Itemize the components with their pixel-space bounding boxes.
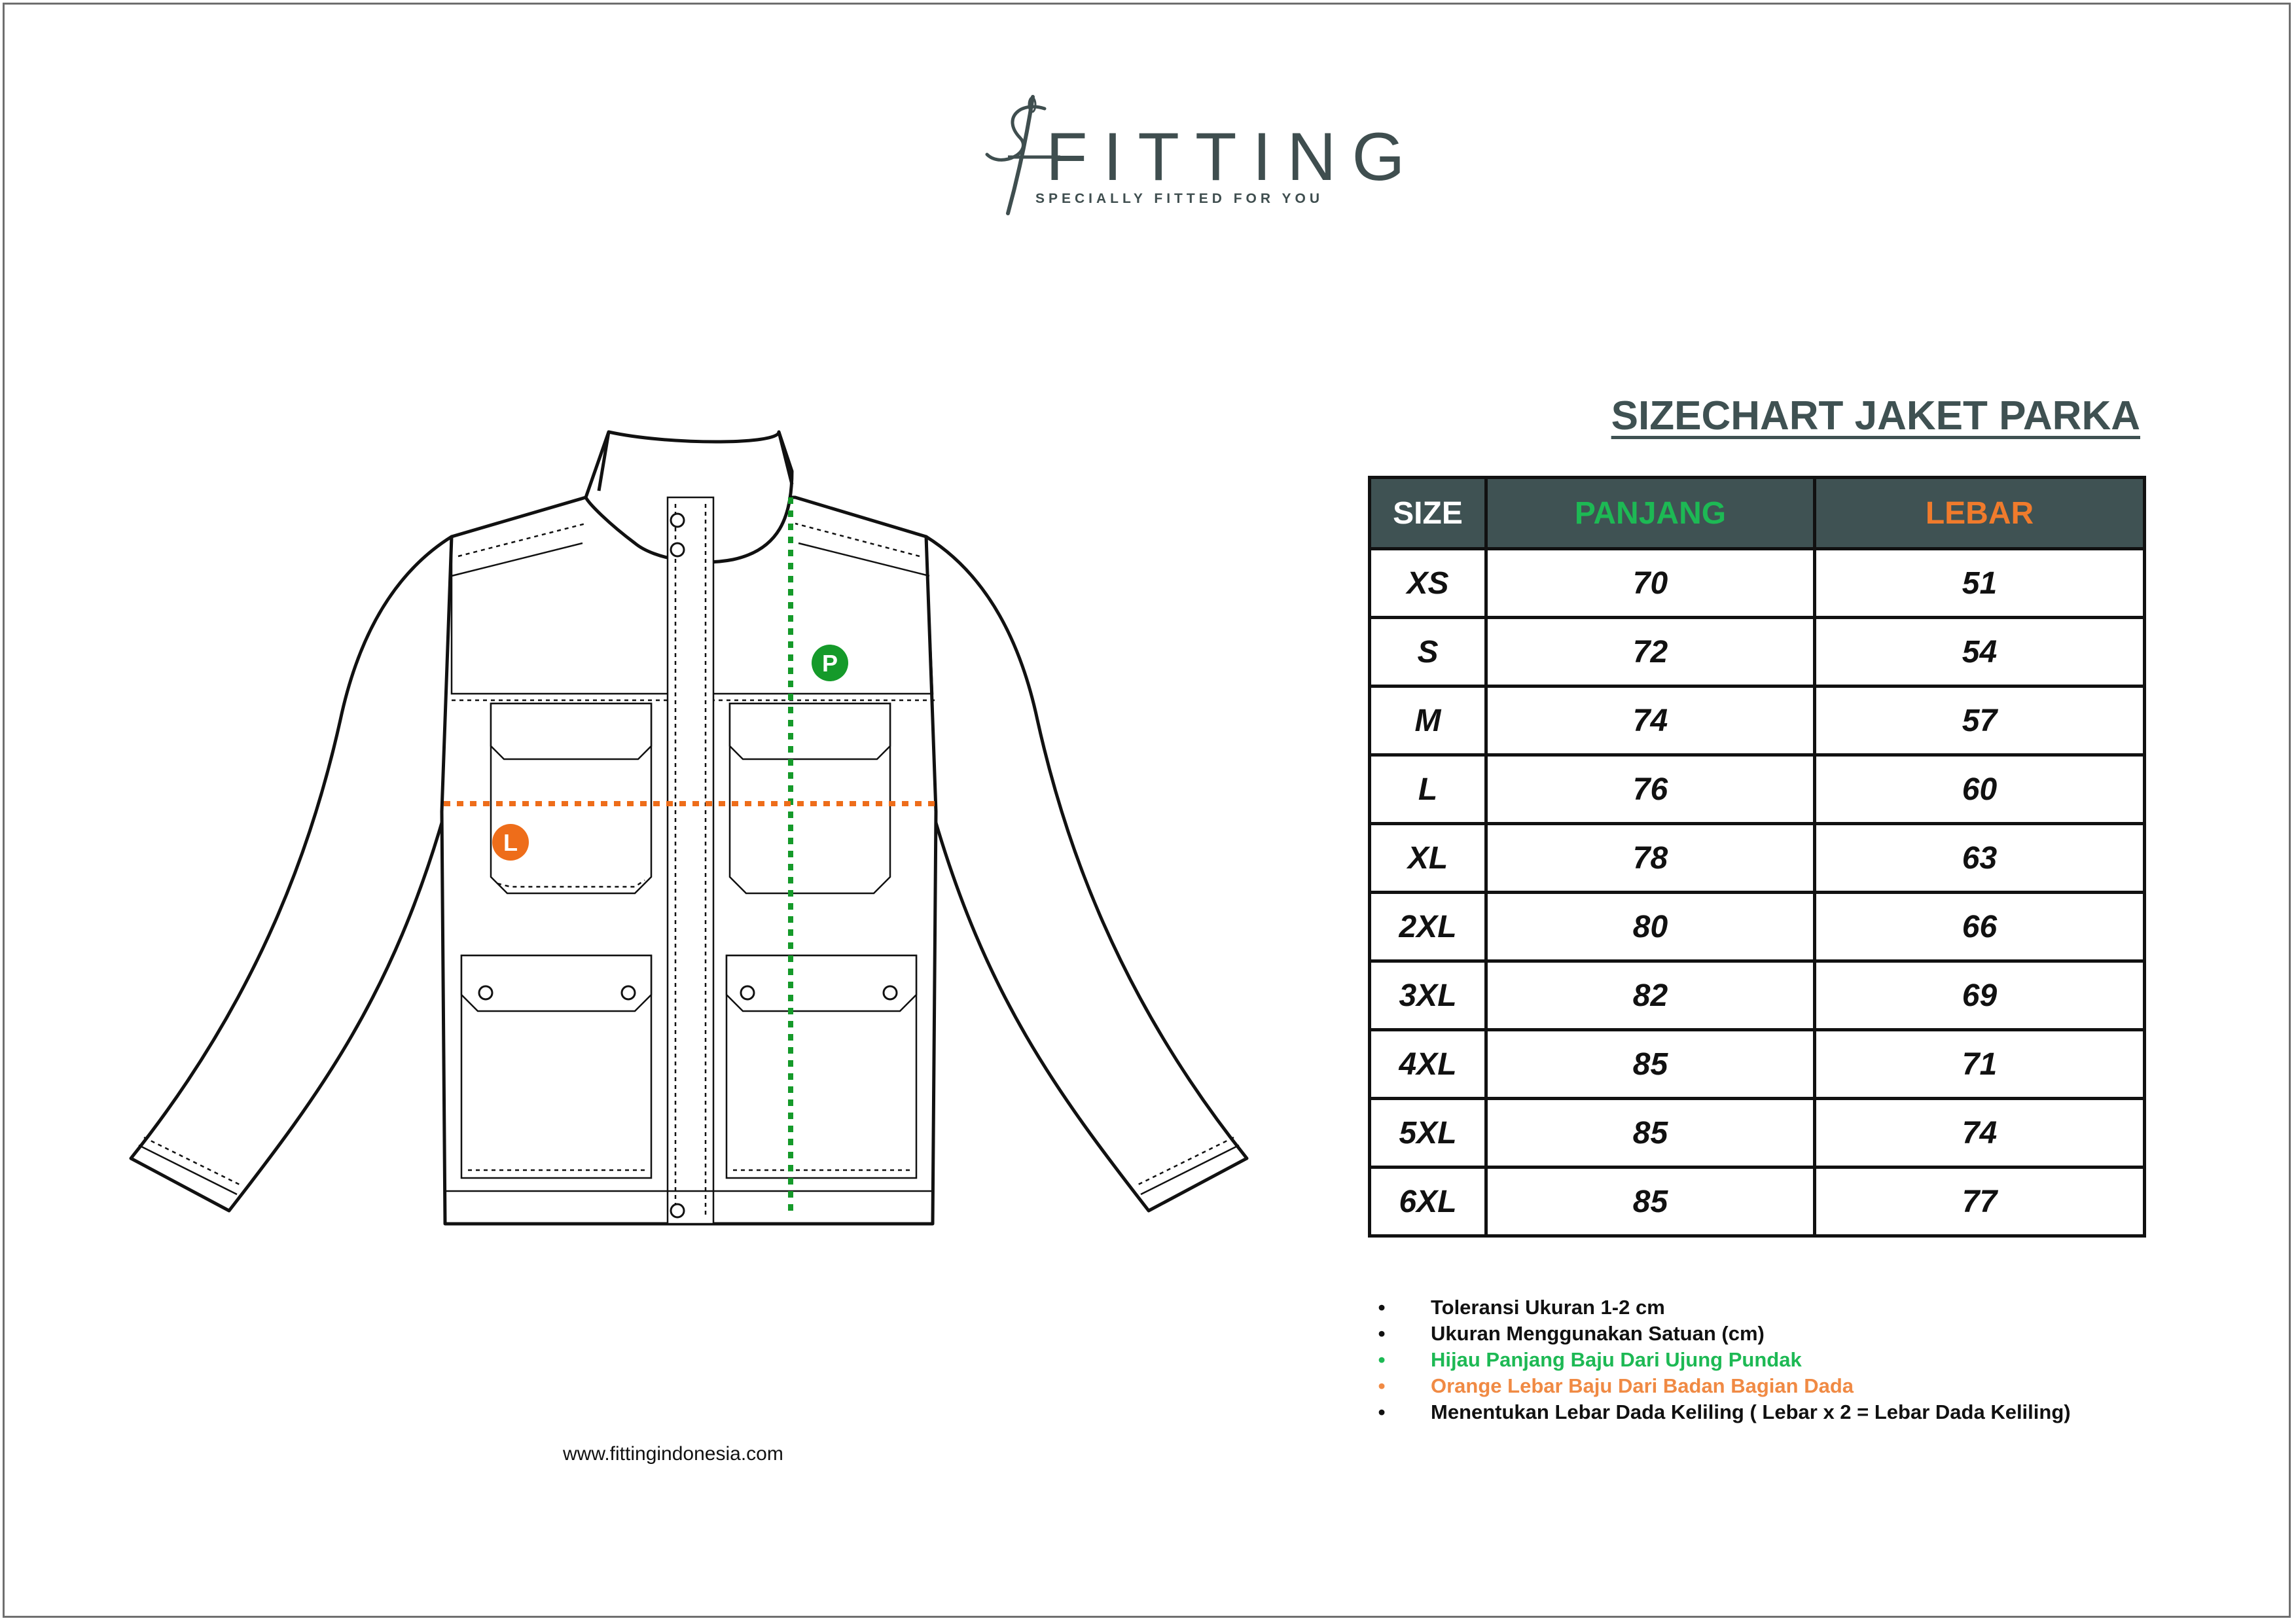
jacket-illustration: [124, 419, 1263, 1243]
size-table: [1368, 476, 2146, 1238]
cell-size: XS: [1370, 549, 1486, 618]
cell-panjang: 82: [1486, 961, 1815, 1030]
cell-panjang: 70: [1486, 549, 1815, 618]
table-header-row: [1370, 478, 2145, 549]
sizechart-title: SIZECHART JAKET PARKA: [1611, 393, 2140, 438]
cell-panjang: 80: [1486, 893, 1815, 961]
cell-size: 6XL: [1370, 1168, 1486, 1236]
cell-lebar: 63: [1815, 824, 2145, 893]
snap-button: [741, 986, 754, 999]
table-row: [1370, 1030, 2145, 1099]
brand-wordmark: FITTING: [1046, 119, 1421, 195]
cell-panjang: 85: [1486, 1030, 1815, 1099]
note-item: [1372, 1347, 2157, 1373]
bullet-icon: •: [1378, 1322, 1386, 1345]
cell-lebar: 54: [1815, 618, 2145, 687]
cell-size: L: [1370, 755, 1486, 824]
notes-list: [1372, 1294, 2157, 1425]
note-text: Hijau Panjang Baju Dari Ujung Pundak: [1431, 1348, 1802, 1371]
note-item: [1372, 1373, 2157, 1399]
lebar-marker-label: L: [503, 829, 518, 856]
cell-size: S: [1370, 618, 1486, 687]
cell-size: 3XL: [1370, 961, 1486, 1030]
header-size: SIZE: [1370, 478, 1486, 549]
website-url: www.fittingindonesia.com: [563, 1443, 783, 1465]
cell-size: M: [1370, 687, 1486, 755]
table-row: [1370, 618, 2145, 687]
cell-size: 5XL: [1370, 1099, 1486, 1168]
header-lebar: LEBAR: [1815, 478, 2145, 549]
left-sleeve: [131, 537, 452, 1211]
table-row: [1370, 1099, 2145, 1168]
table-row: [1370, 961, 2145, 1030]
cell-lebar: 69: [1815, 961, 2145, 1030]
cell-lebar: 71: [1815, 1030, 2145, 1099]
cell-panjang: 85: [1486, 1168, 1815, 1236]
table-row: [1370, 755, 2145, 824]
snap-button: [671, 1204, 684, 1217]
table-row: [1370, 1168, 2145, 1236]
cell-lebar: 74: [1815, 1099, 2145, 1168]
bullet-icon: •: [1378, 1348, 1386, 1371]
snap-button: [479, 986, 492, 999]
cell-size: 4XL: [1370, 1030, 1486, 1099]
note-text: Toleransi Ukuran 1-2 cm: [1431, 1296, 1665, 1319]
bullet-icon: •: [1378, 1400, 1386, 1423]
right-sleeve: [926, 537, 1247, 1211]
panjang-marker: [812, 645, 848, 681]
brand-logo: [982, 92, 1421, 216]
cell-lebar: 51: [1815, 549, 2145, 618]
cell-panjang: 85: [1486, 1099, 1815, 1168]
table-row: [1370, 824, 2145, 893]
note-text: Orange Lebar Baju Dari Badan Bagian Dada: [1431, 1374, 1854, 1397]
bullet-icon: •: [1378, 1296, 1386, 1319]
table-row: [1370, 549, 2145, 618]
note-text: Ukuran Menggunakan Satuan (cm): [1431, 1322, 1765, 1345]
cell-size: XL: [1370, 824, 1486, 893]
note-item: [1372, 1399, 2157, 1425]
cell-lebar: 60: [1815, 755, 2145, 824]
lebar-marker: [492, 824, 529, 861]
snap-button: [884, 986, 897, 999]
header-panjang: PANJANG: [1486, 478, 1815, 549]
note-item: [1372, 1294, 2157, 1321]
cell-lebar: 57: [1815, 687, 2145, 755]
note-item: [1372, 1321, 2157, 1347]
cell-size: 2XL: [1370, 893, 1486, 961]
cell-panjang: 72: [1486, 618, 1815, 687]
cell-lebar: 66: [1815, 893, 2145, 961]
cell-panjang: 74: [1486, 687, 1815, 755]
cell-lebar: 77: [1815, 1168, 2145, 1236]
panjang-marker-label: P: [821, 650, 838, 677]
snap-button: [671, 543, 684, 556]
brand-tagline: SPECIALLY FITTED FOR YOU: [1035, 191, 1323, 206]
cell-panjang: 78: [1486, 824, 1815, 893]
note-text: Menentukan Lebar Dada Keliling ( Lebar x 2 = Lebar Dada Keliling): [1431, 1400, 2071, 1423]
table-row: [1370, 893, 2145, 961]
cell-panjang: 76: [1486, 755, 1815, 824]
table-row: [1370, 687, 2145, 755]
snap-button: [622, 986, 635, 999]
bullet-icon: •: [1378, 1374, 1386, 1397]
snap-button: [671, 514, 684, 527]
